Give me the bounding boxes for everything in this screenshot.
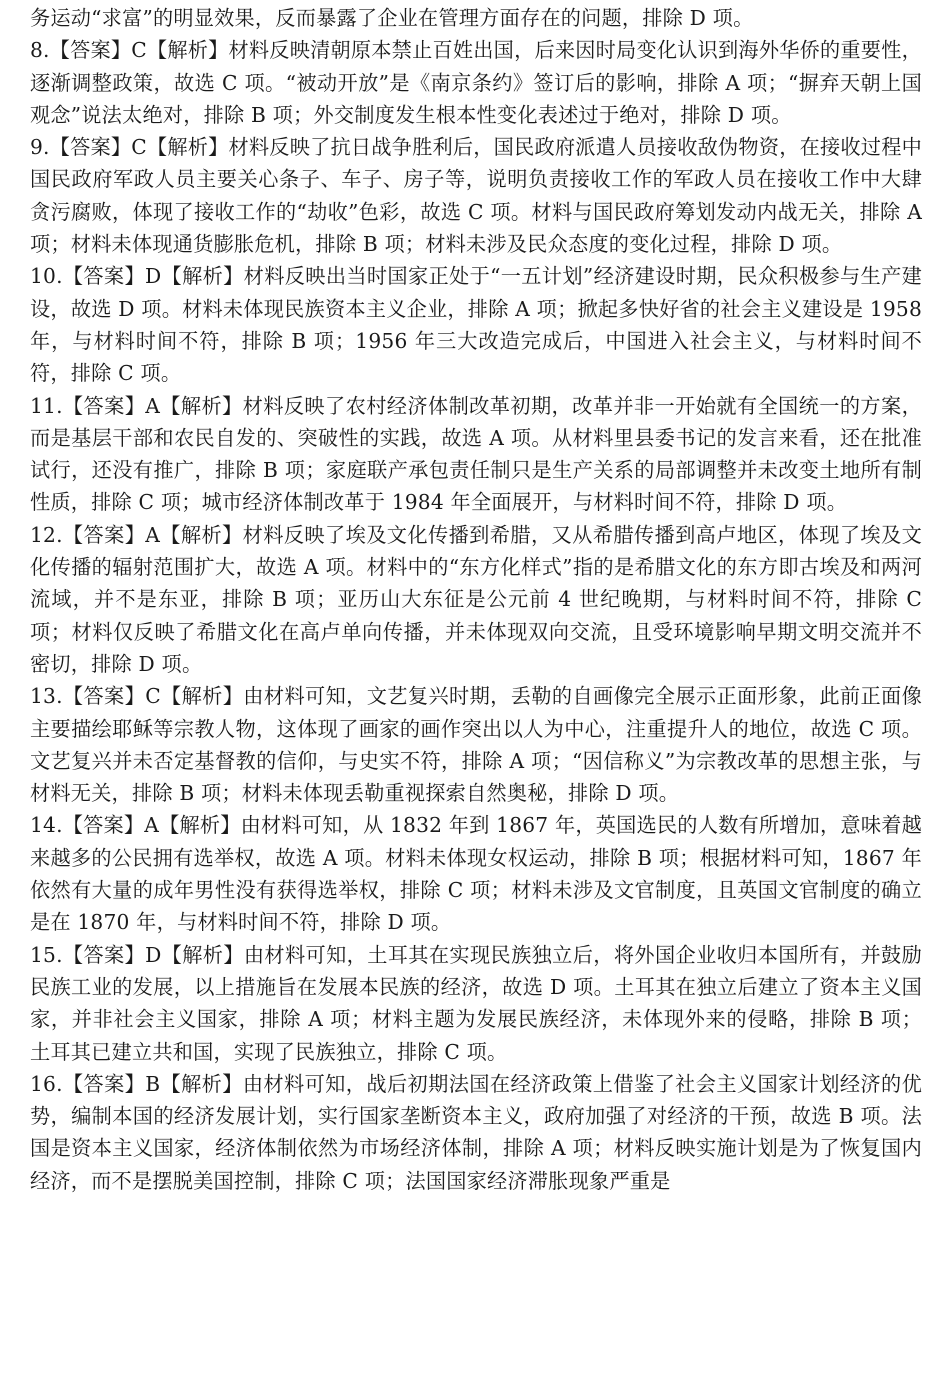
- answer-item-11: [30, 390, 922, 519]
- answer-item-12: [30, 519, 922, 680]
- item-number: 11.: [30, 393, 63, 418]
- answer-explanations: [30, 2, 922, 1197]
- answer-item-13: [30, 680, 922, 809]
- item-number: 9.: [30, 135, 50, 160]
- item-text: 【答案】A【解析】材料反映了埃及文化传播到希腊，又从希腊传播到高卢地区，体现了埃及文化传播的辐射范围扩大，故选 A 项。材料中的“东方化样式”指的是希腊文化的东方即古埃及和两河流域，并不是东亚，排除 B 项；亚历山大东征是公元前 4 世纪晚期，与材料时间不符，排除 C 项；材料仅反映了希腊文化在高卢单向传播，并未体现双向交流，且受环境影响早期文明交流并不密切，排除 D 项。: [30, 522, 922, 676]
- item-text: 【答案】C【解析】材料反映清朝原本禁止百姓出国，后来因时局变化认识到海外华侨的重要性，逐渐调整政策，故选 C 项。“被动开放”是《南京条约》签订后的影响，排除 A 项；“摒弃天朝上国观念”说法太绝对，排除 B 项；外交制度发生根本性变化表述过于绝对，排除 D 项。: [30, 38, 922, 127]
- answer-item-15: [30, 939, 922, 1068]
- item-number: 12.: [30, 522, 63, 547]
- item-number: 15.: [30, 942, 63, 967]
- item-text: 【答案】A【解析】由材料可知，从 1832 年到 1867 年，英国选民的人数有所增加，意味着越来越多的公民拥有选举权，故选 A 项。材料未体现女权运动，排除 B 项；根据材料可知，1867 年依然有大量的成年男性没有获得选举权，排除 C 项；材料未涉及文官制度，且英国文官制度的确立是在 1870 年，与材料时间不符，排除 D 项。: [30, 813, 922, 935]
- item-text: 【答案】B【解析】由材料可知，战后初期法国在经济政策上借鉴了社会主义国家计划经济的优势，编制本国的经济发展计划，实行国家垄断资本主义，政府加强了对经济的干预，故选 B 项。法国是资本主义国家，经济体制依然为市场经济体制，排除 A 项；材料反映实施计划是为了恢复国内经济，而不是摆脱美国控制，排除 C 项；法国国家经济滞胀现象严重是: [30, 1071, 922, 1193]
- answer-item-10: [30, 260, 922, 389]
- item-number: 8.: [30, 38, 50, 63]
- item-text: 【答案】C【解析】材料反映了抗日战争胜利后，国民政府派遣人员接收敌伪物资，在接收过程中国民政府军政人员主要关心条子、车子、房子等，说明负责接收工作的军政人员在接收工作中大肆贪污腐败，体现了接收工作的“劫收”色彩，故选 C 项。材料与国民政府筹划发动内战无关，排除 A 项；材料未体现通货膨胀危机，排除 B 项；材料未涉及民众态度的变化过程，排除 D 项。: [30, 135, 922, 257]
- item-text: 【答案】D【解析】由材料可知，土耳其在实现民族独立后，将外国企业收归本国所有，并鼓励民族工业的发展，以上措施旨在发展本民族的经济，故选 D 项。土耳其在独立后建立了资本主义国家，并非社会主义国家，排除 A 项；材料主题为发展民族经济，未体现外来的侵略，排除 B 项；土耳其已建立共和国，实现了民族独立，排除 C 项。: [30, 942, 922, 1064]
- answer-item-14: [30, 809, 922, 938]
- item-text: 【答案】C【解析】由材料可知，文艺复兴时期，丢勒的自画像完全展示正面形象，此前正面像主要描绘耶稣等宗教人物，这体现了画家的画作突出以人为中心，注重提升人的地位，故选 C 项。文艺复兴并未否定基督教的信仰，与史实不符，排除 A 项；“因信称义”为宗教改革的思想主张，与材料无关，排除 B 项；材料未体现丢勒重视探索自然奥秘，排除 D 项。: [30, 684, 922, 806]
- item-number: 14.: [30, 813, 63, 838]
- item-number: 13.: [30, 684, 63, 709]
- item-number: 16.: [30, 1071, 63, 1096]
- answer-item-16: [30, 1068, 922, 1197]
- intro-paragraph: 务运动“求富”的明显效果，反而暴露了企业在管理方面存在的问题，排除 D 项。: [30, 6, 754, 30]
- item-number: 10.: [30, 264, 63, 289]
- item-text: 【答案】D【解析】材料反映出当时国家正处于“一五计划”经济建设时期，民众积极参与生产建设，故选 D 项。材料未体现民族资本主义企业，排除 A 项；掀起多快好省的社会主义建设是 1958 年，与材料时间不符，排除 B 项；1956 年三大改造完成后，中国进入社会主义，与材料时间不符，排除 C 项。: [30, 264, 922, 386]
- item-text: 【答案】A【解析】材料反映了农村经济体制改革初期，改革并非一开始就有全国统一的方案，而是基层干部和农民自发的、突破性的实践，故选 A 项。从材料里县委书记的发言来看，还在批准试行，还没有推广，排除 B 项；家庭联产承包责任制只是生产关系的局部调整并未改变土地所有制性质，排除 C 项；城市经济体制改革于 1984 年全面展开，与材料时间不符，排除 D 项。: [30, 393, 922, 515]
- answer-item-8: [30, 34, 922, 131]
- answer-item-9: [30, 131, 922, 260]
